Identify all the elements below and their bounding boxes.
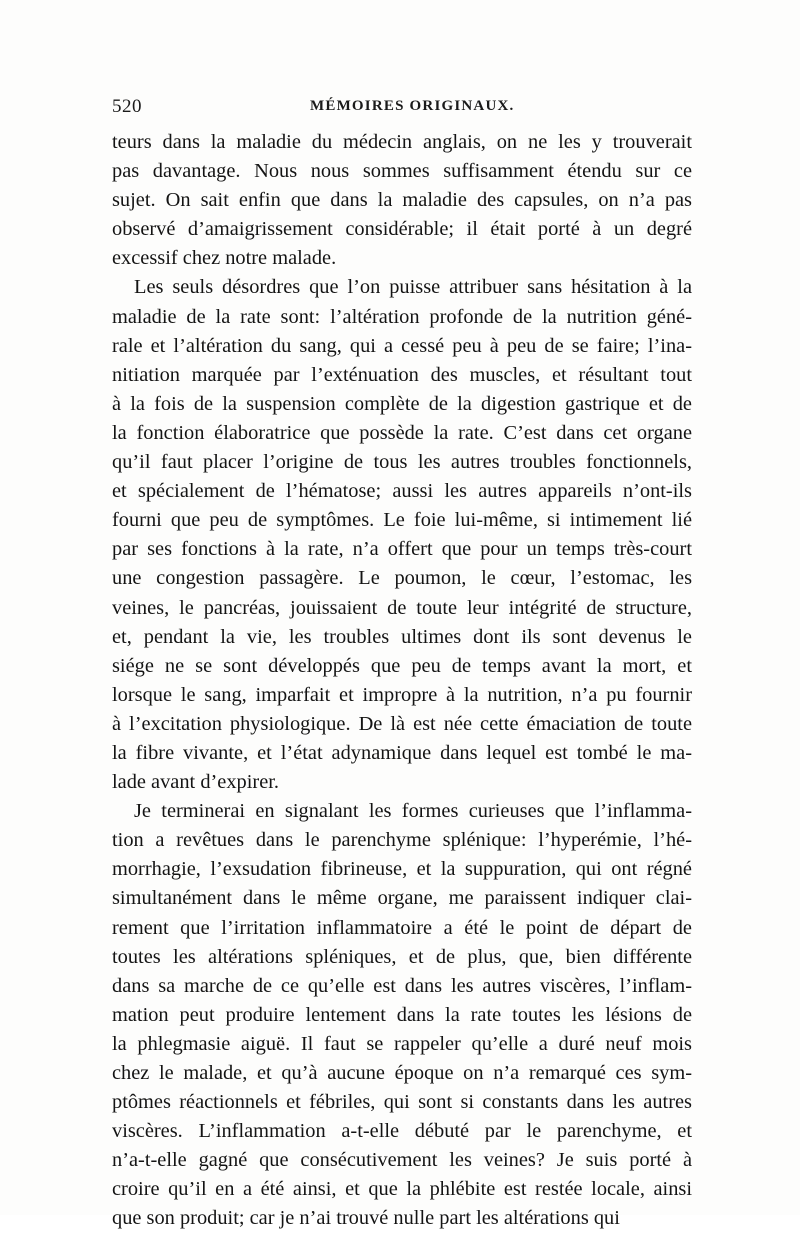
text-line: à la fois de la suspension complète de la digestion gastrique et de [112,392,692,415]
text-line: sujet. On sait enfin que dans la maladie des capsules, on n’a pas [112,189,692,212]
text-line: simultanément dans le même organe, me paraissent indiquer clai- [112,887,692,910]
paragraph [112,128,692,273]
text-line: lade avant d’expirer. [112,771,280,794]
text-line: observé d’amaigrissement considérable; il était porté à un degré [112,218,692,241]
text-line: croire qu’il en a été ainsi, et que la phlébite est restée locale, ainsi [112,1178,692,1201]
text-line: pas davantage. Nous nous sommes suffisamment étendu sur ce [112,160,692,183]
text-line: et, pendant la vie, les troubles ultimes dont ils sont devenus le [112,625,692,648]
body-text [112,128,692,1234]
text-line: rale et l’altération du sang, qui a cessé peu à peu de se faire; l’ina- [112,334,692,357]
text-line: Je terminerai en signalant les formes curieuses que l’inflamma- [134,800,692,823]
text-line: chez le malade, et qu’à aucune époque on n’a remarqué ces sym- [112,1062,692,1084]
text-line: lorsque le sang, imparfait et impropre à la nutrition, n’a pu fournir [112,683,692,706]
text-line: viscères. L’inflammation a-t-elle débuté par le parenchyme, et [112,1120,692,1143]
text-line: que son produit; car je n’ai trouvé nulle part les altérations qui [112,1207,620,1230]
text-line: qu’il faut placer l’origine de tous les autres troubles fonctionnels, [112,451,692,474]
text-line: dans sa marche de ce qu’elle est dans les autres viscères, l’inflam- [112,974,692,997]
text-line: mation peut produire lentement dans la rate toutes les lésions de [112,1003,692,1026]
text-line: fourni que peu de symptômes. Le foie lui-même, si intimement lié [112,509,692,532]
text-line: morrhagie, l’exsudation fibrineuse, et la suppuration, qui ont régné [112,858,692,881]
text-line: une congestion passagère. Le poumon, le cœur, l’estomac, les [112,567,692,590]
text-line: par ses fonctions à la rate, n’a offert que pour un temps très-court [112,538,692,561]
text-line: la fonction élaboratrice que possède la rate. C’est dans cet organe [112,421,692,444]
text-line: siége ne se sont développés que peu de temps avant la mort, et [112,654,692,677]
text-line: excessif chez notre malade. [112,247,337,270]
text-line: ptômes réactionnels et fébriles, qui sont si constants dans les autres [112,1091,692,1114]
page-header [112,96,692,122]
text-line: à l’excitation physiologique. De là est née cette émaciation de toute [112,712,692,735]
text-line: maladie de la rate sont: l’altération profonde de la nutrition géné- [112,305,692,328]
running-head: MÉMOIRES ORIGINAUX. [310,98,515,114]
text-line: et spécialement de l’hématose; aussi les autres appareils n’ont-ils [112,480,692,503]
text-line: tion a revêtues dans le parenchyme splénique: l’hyperémie, l’hé- [112,829,692,852]
text-line: Les seuls désordres que l’on puisse attribuer sans hésitation à la [134,276,692,299]
text-line: la fibre vivante, et l’état adynamique dans lequel est tombé le ma- [112,741,692,764]
text-line: veines, le pancréas, jouissaient de toute leur intégrité de structure, [112,596,692,619]
text-line: teurs dans la maladie du médecin anglais, on ne les y trouverait [112,131,692,153]
text-line: rement que l’irritation inflammatoire a été le point de départ de [112,916,692,939]
text-line: la phlegmasie aiguë. Il faut se rappeler qu’elle a duré neuf mois [112,1032,692,1055]
text-line: nitiation marquée par l’exténuation des muscles, et résultant tout [112,363,692,386]
text-line: n’a-t-elle gagné que consécutivement les veines? Je suis porté à [112,1149,692,1172]
paragraph [112,797,692,1233]
page-number: 520 [112,96,142,117]
text-line: toutes les altérations spléniques, et de plus, que, bien différente [112,945,692,968]
paragraph [112,273,692,797]
